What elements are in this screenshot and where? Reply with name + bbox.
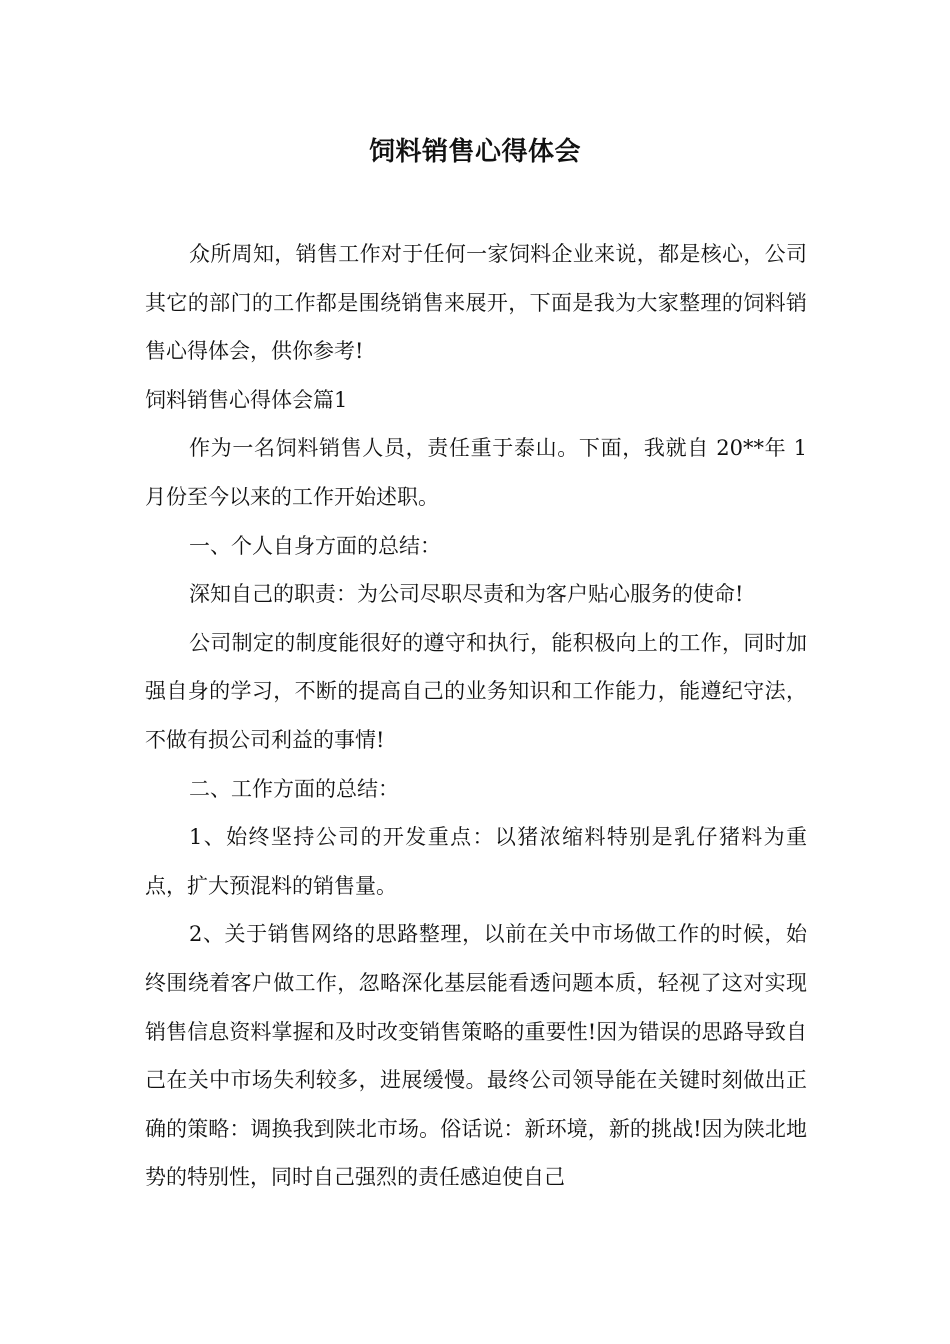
paragraph-rules: 公司制定的制度能很好的遵守和执行，能积极向上的工作，同时加强自身的学习，不断的提高自己的业务知识和工作能力，能遵纪守法，不做有损公司利益的事情! — [145, 630, 807, 752]
paragraph-intro: 众所周知，销售工作对于任何一家饲料企业来说，都是核心，公司其它的部门的工作都是围绕销售来展开，下面是我为大家整理的饲料销售心得体会，供你参考! — [145, 242, 807, 364]
subheading-personal: 一、个人自身方面的总结： — [189, 533, 441, 558]
paragraph-duty: 深知自己的职责：为公司尽职尽责和为客户贴心服务的使命! — [189, 582, 744, 607]
document-body — [145, 230, 807, 1202]
paragraph-point-2: 2、关于销售网络的思路整理，以前在关中市场做工作的时候，始终围绕着客户做工作，忽略深化基层能看透问题本质，轻视了这对实现销售信息资料掌握和及时改变销售策略的重要性!因为错误的思路导致自己在关中市场失利较多，进展缓慢。最终公司领导能在关键时刻做出正确的策略：调换我到陕北市场。俗话说：新环境，新的挑战!因为陕北地势的特别性，同时自己强烈的责任感迫使自己 — [145, 922, 807, 1190]
subheading-work: 二、工作方面的总结： — [189, 776, 399, 801]
document-title: 饲料销售心得体会 — [368, 137, 581, 167]
paragraph-point-1: 1、始终坚持公司的开发重点：以猪浓缩料特别是乳仔猪料为重点，扩大预混料的销售量。 — [145, 825, 807, 898]
paragraph-opening: 作为一名饲料销售人员，责任重于泰山。下面，我就自 20**年 1月份至今以来的工作开始述职。 — [145, 436, 807, 509]
section-heading: 饲料销售心得体会篇1 — [145, 387, 348, 412]
